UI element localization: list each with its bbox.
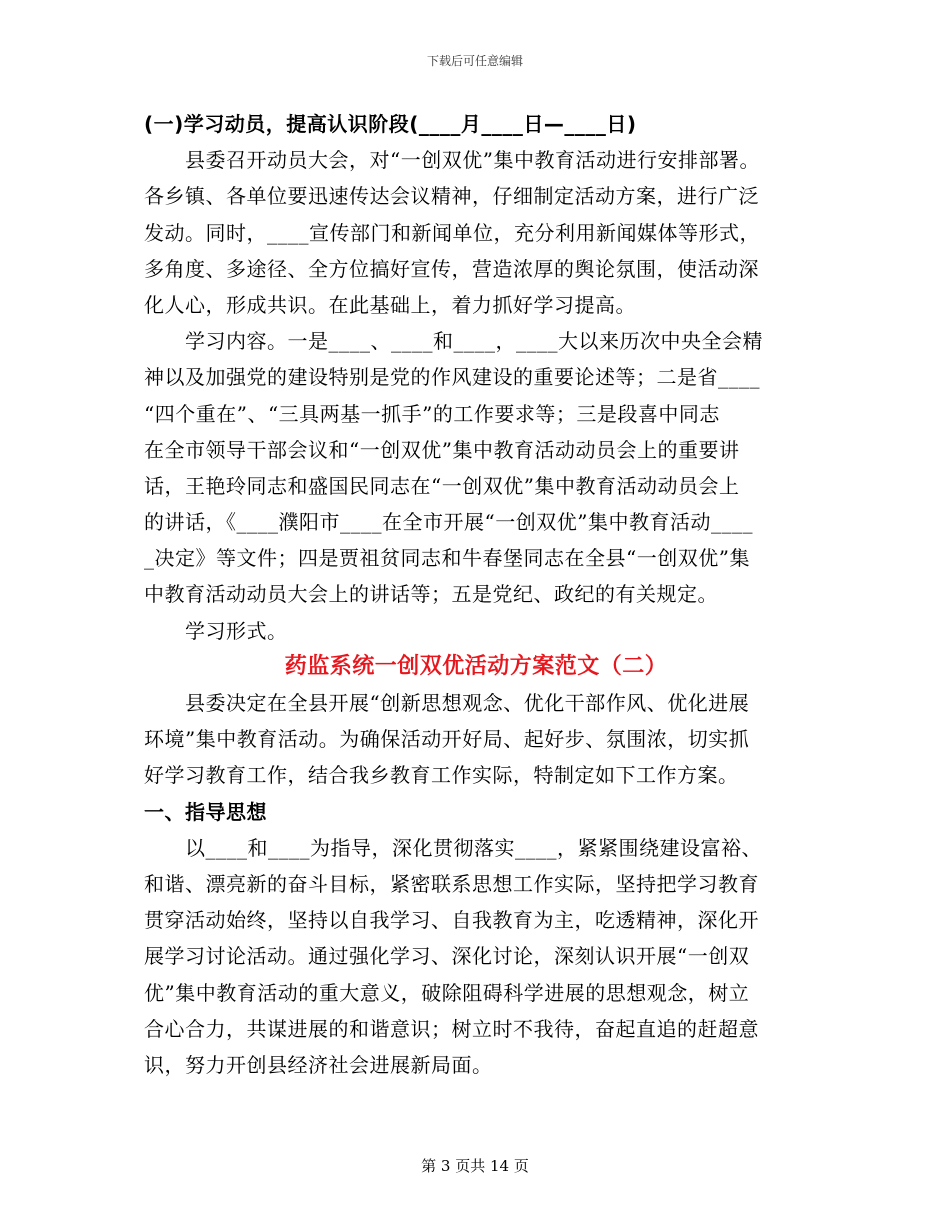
paragraph-line: 学习内容。一是____、____和____，____大以来历次中央全会精 <box>185 329 763 354</box>
paragraph-line: 发动。同时，____宣传部门和新闻单位，充分利用新闻媒体等形式， <box>144 220 760 245</box>
paragraph-line: 化人心，形成共识。在此基础上，着力抓好学习提高。 <box>144 292 636 317</box>
paragraph-line: “四个重在”、“三具两基一抓手”的工作要求等；三是段喜中同志 <box>144 401 720 426</box>
paragraph-line: 学习形式。 <box>185 618 288 643</box>
page-header: 下载后可任意编辑 <box>426 54 523 68</box>
paragraph-line: 展学习讨论活动。通过强化学习、深化讨论，深刻认识开展“一创双 <box>144 944 750 969</box>
paragraph-line: 合心合力，共谋进展的和谐意识；树立时不我待，奋起直追的赶超意 <box>144 1016 759 1041</box>
subsection-heading: 一、指导思想 <box>144 799 267 824</box>
page-number: 第 3 页共 14 页 <box>421 1157 529 1175</box>
paragraph-line: 优”集中教育活动的重大意义，破除阻碍科学进展的思想观念，树立 <box>144 980 750 1005</box>
document-body <box>144 106 808 1083</box>
paragraph-line: 多角度、多途径、全方位搞好宣传，营造浓厚的舆论氛围，使活动深 <box>144 256 759 281</box>
paragraph-line: 在全市领导干部会议和“一创双优”集中教育活动动员会上的重要讲 <box>144 437 740 462</box>
paragraph-line: 各乡镇、各单位要迅速传达会议精神，仔细制定活动方案，进行广泛 <box>144 184 759 209</box>
paragraph-line: 的讲话，《____濮阳市____在全市开展“一创双优”集中教育活动____ <box>144 510 753 535</box>
paragraph-line: 识，努力开创县经济社会进展新局面。 <box>144 1052 493 1077</box>
paragraph-line: 县委召开动员大会，对“一创双优”集中教育活动进行安排部署。 <box>185 148 760 173</box>
paragraph-line: 中教育活动动员大会上的讲话等；五是党纪、政纪的有关规定。 <box>144 582 718 607</box>
paragraph-line: 和谐、漂亮新的奋斗目标，紧密联系思想工作实际，坚持把学习教育 <box>144 871 759 896</box>
paragraph-line: 贯穿活动始终，坚持以自我学习、自我教育为主，吃透精神，深化开 <box>144 908 759 933</box>
paragraph-line: _决定》等文件；四是贾祖贫同志和牛春堡同志在全县“一创双优”集 <box>144 546 750 571</box>
paragraph-line: 好学习教育工作，结合我乡教育工作实际，特制定如下工作方案。 <box>144 763 739 788</box>
paragraph-line: 以____和____为指导，深化贯彻落实____，紧紧围绕建设富裕、 <box>185 835 762 860</box>
section-title: 药监系统一创双优活动方案范文（二） <box>284 653 668 679</box>
paragraph-line: 县委决定在全县开展“创新思想观念、优化干部作风、优化进展 <box>185 691 750 715</box>
paragraph-line: 神以及加强党的建设特别是党的作风建设的重要论述等；二是省____ <box>144 365 760 390</box>
paragraph-line: 话，王艳玲同志和盛国民同志在“一创双优”集中教育活动动员会上 <box>144 473 740 498</box>
subsection-heading: (一)学习动员，提高认识阶段(____月____日—____日) <box>144 112 637 136</box>
paragraph-line: 环境”集中教育活动。为确保活动开好局、起好步、氛围浓，切实抓 <box>144 727 750 752</box>
